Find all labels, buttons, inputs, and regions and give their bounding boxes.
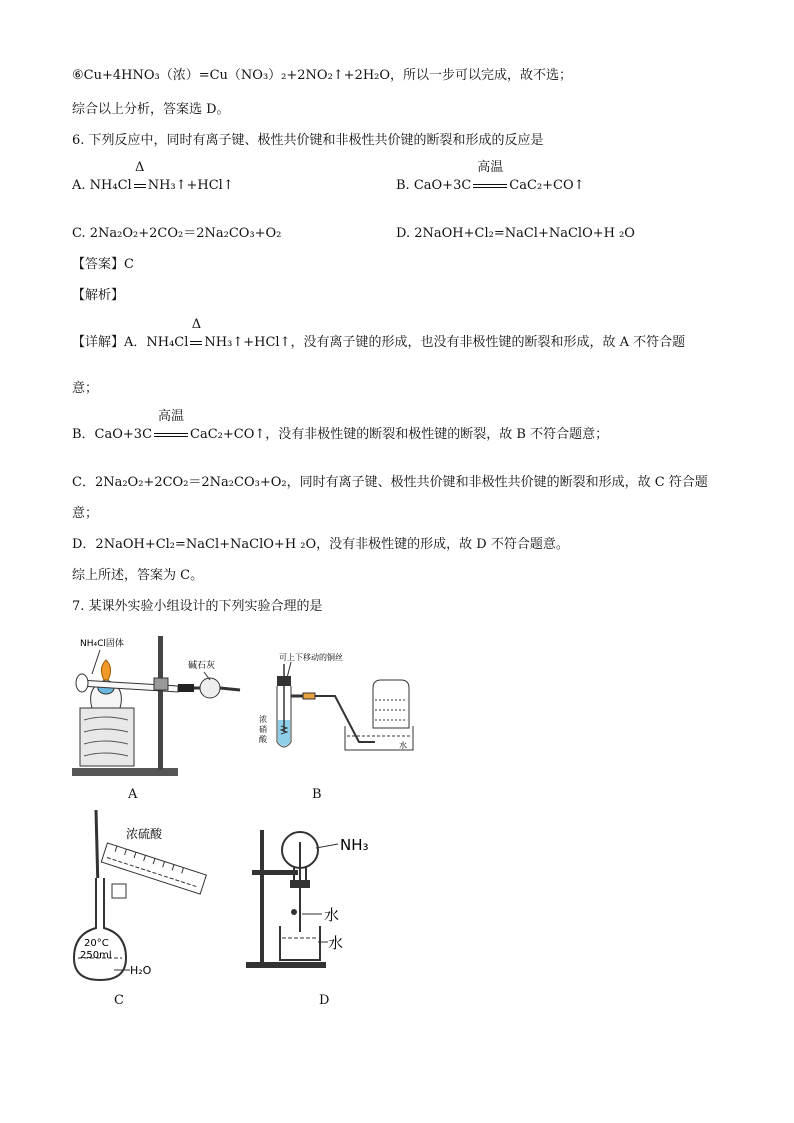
answer-tag: 【答案】C [72, 257, 134, 272]
heat-condition-2 [190, 317, 202, 352]
detail-a-reactant: 【详解】A．NH₄Cl [72, 335, 189, 350]
high-temp-label-2: 高温 [158, 409, 185, 424]
q6a-product: NH₃↑+HCl↑ [147, 178, 234, 193]
detail-a [72, 317, 686, 352]
fig-c-label-water: H₂O [130, 964, 152, 977]
caption-b: B [312, 787, 322, 802]
q6b-reactant: B. CaO+3C [396, 178, 472, 193]
fig-b-label-acid-2: 硝 [259, 725, 267, 734]
heat-condition [134, 160, 146, 195]
q6b-product: CaC₂+CO↑ [509, 178, 585, 193]
fig-d-label-water1: 水 [324, 906, 340, 924]
fig-c-label-vol: 250ml [80, 950, 112, 961]
question-6-stem: 6. 下列反应中，同时有离子键、极性共价键和非极性共价键的断裂和形成的反应是 [72, 133, 544, 148]
figure-b-apparatus [255, 650, 415, 760]
q6-option-b [396, 160, 585, 195]
analysis-tag: 【解析】 [72, 288, 125, 303]
high-temp-condition-2 [154, 409, 188, 444]
fig-a-label-solid: NH₄Cl固体 [80, 639, 124, 649]
fig-b-label-acid-3: 酸 [259, 735, 267, 744]
fig-b-label-acid: 浓 [259, 715, 267, 724]
fig-d-label-water2: 水 [328, 934, 344, 952]
fig-c-label-acid: 浓硫酸 [126, 827, 163, 841]
heat-symbol: Δ [134, 160, 145, 175]
fig-a-label-lime: 碱石灰 [188, 661, 216, 671]
high-temp-label: 高温 [477, 160, 504, 175]
text-line-summary-d: 综合以上分析，答案选 D。 [72, 102, 230, 117]
fig-b-label-water: 水 [399, 741, 407, 750]
detail-c: C．2Na₂O₂+2CO₂＝2Na₂CO₃+O₂，同时有离子键、极性共价键和非极性共价键的断裂和形成，故 C 符合题 [72, 475, 708, 490]
detail-d: D．2NaOH+Cl₂=NaCl+NaClO+H ₂O，没有非极性键的形成，故 D 不符合题意。 [72, 537, 569, 552]
detail-a-text: NH₃↑+HCl↑，没有离子键的形成，也没有非极性键的断裂和形成，故 A 不符合题 [204, 335, 686, 350]
fig-d-label-gas: NH₃ [340, 836, 369, 854]
caption-a: A [128, 787, 138, 802]
q6-option-a [72, 160, 234, 195]
figure-d-apparatus [240, 822, 380, 972]
q6-option-c: C. 2Na₂O₂+2CO₂＝2Na₂CO₃+O₂ [72, 226, 282, 241]
caption-c: C [114, 993, 124, 1008]
summary-c: 综上所述，答案为 C。 [72, 568, 204, 583]
caption-d: D [319, 993, 330, 1008]
fig-b-label-wire: 可上下移动的铜丝 [279, 653, 343, 662]
text-line-cu-reaction: ⑥Cu+4HNO₃（浓）=Cu（NO₃）₂+2NO₂↑+2H₂O，所以一步可以完成，故不选； [72, 68, 573, 83]
question-7-stem: 7. 某课外实验小组设计的下列实验合理的是 [72, 599, 323, 614]
fig-c-label-temp: 20°C [84, 938, 109, 949]
high-temp-condition [473, 160, 507, 195]
figure-a-apparatus [70, 628, 250, 780]
detail-b-text: CaC₂+CO↑，没有非极性键的断裂和极性键的断裂，故 B 不符合题意； [190, 427, 609, 442]
q6a-reactant: A. NH₄Cl [72, 178, 132, 193]
detail-a-cont: 意； [72, 381, 99, 396]
detail-b-reactant: B．CaO+3C [72, 427, 153, 442]
detail-b [72, 409, 609, 444]
detail-c-cont: 意； [72, 506, 99, 521]
q6-option-d: D. 2NaOH+Cl₂=NaCl+NaClO+H ₂O [396, 226, 635, 241]
heat-symbol-2: Δ [191, 317, 202, 332]
figure-c-apparatus [70, 808, 220, 986]
